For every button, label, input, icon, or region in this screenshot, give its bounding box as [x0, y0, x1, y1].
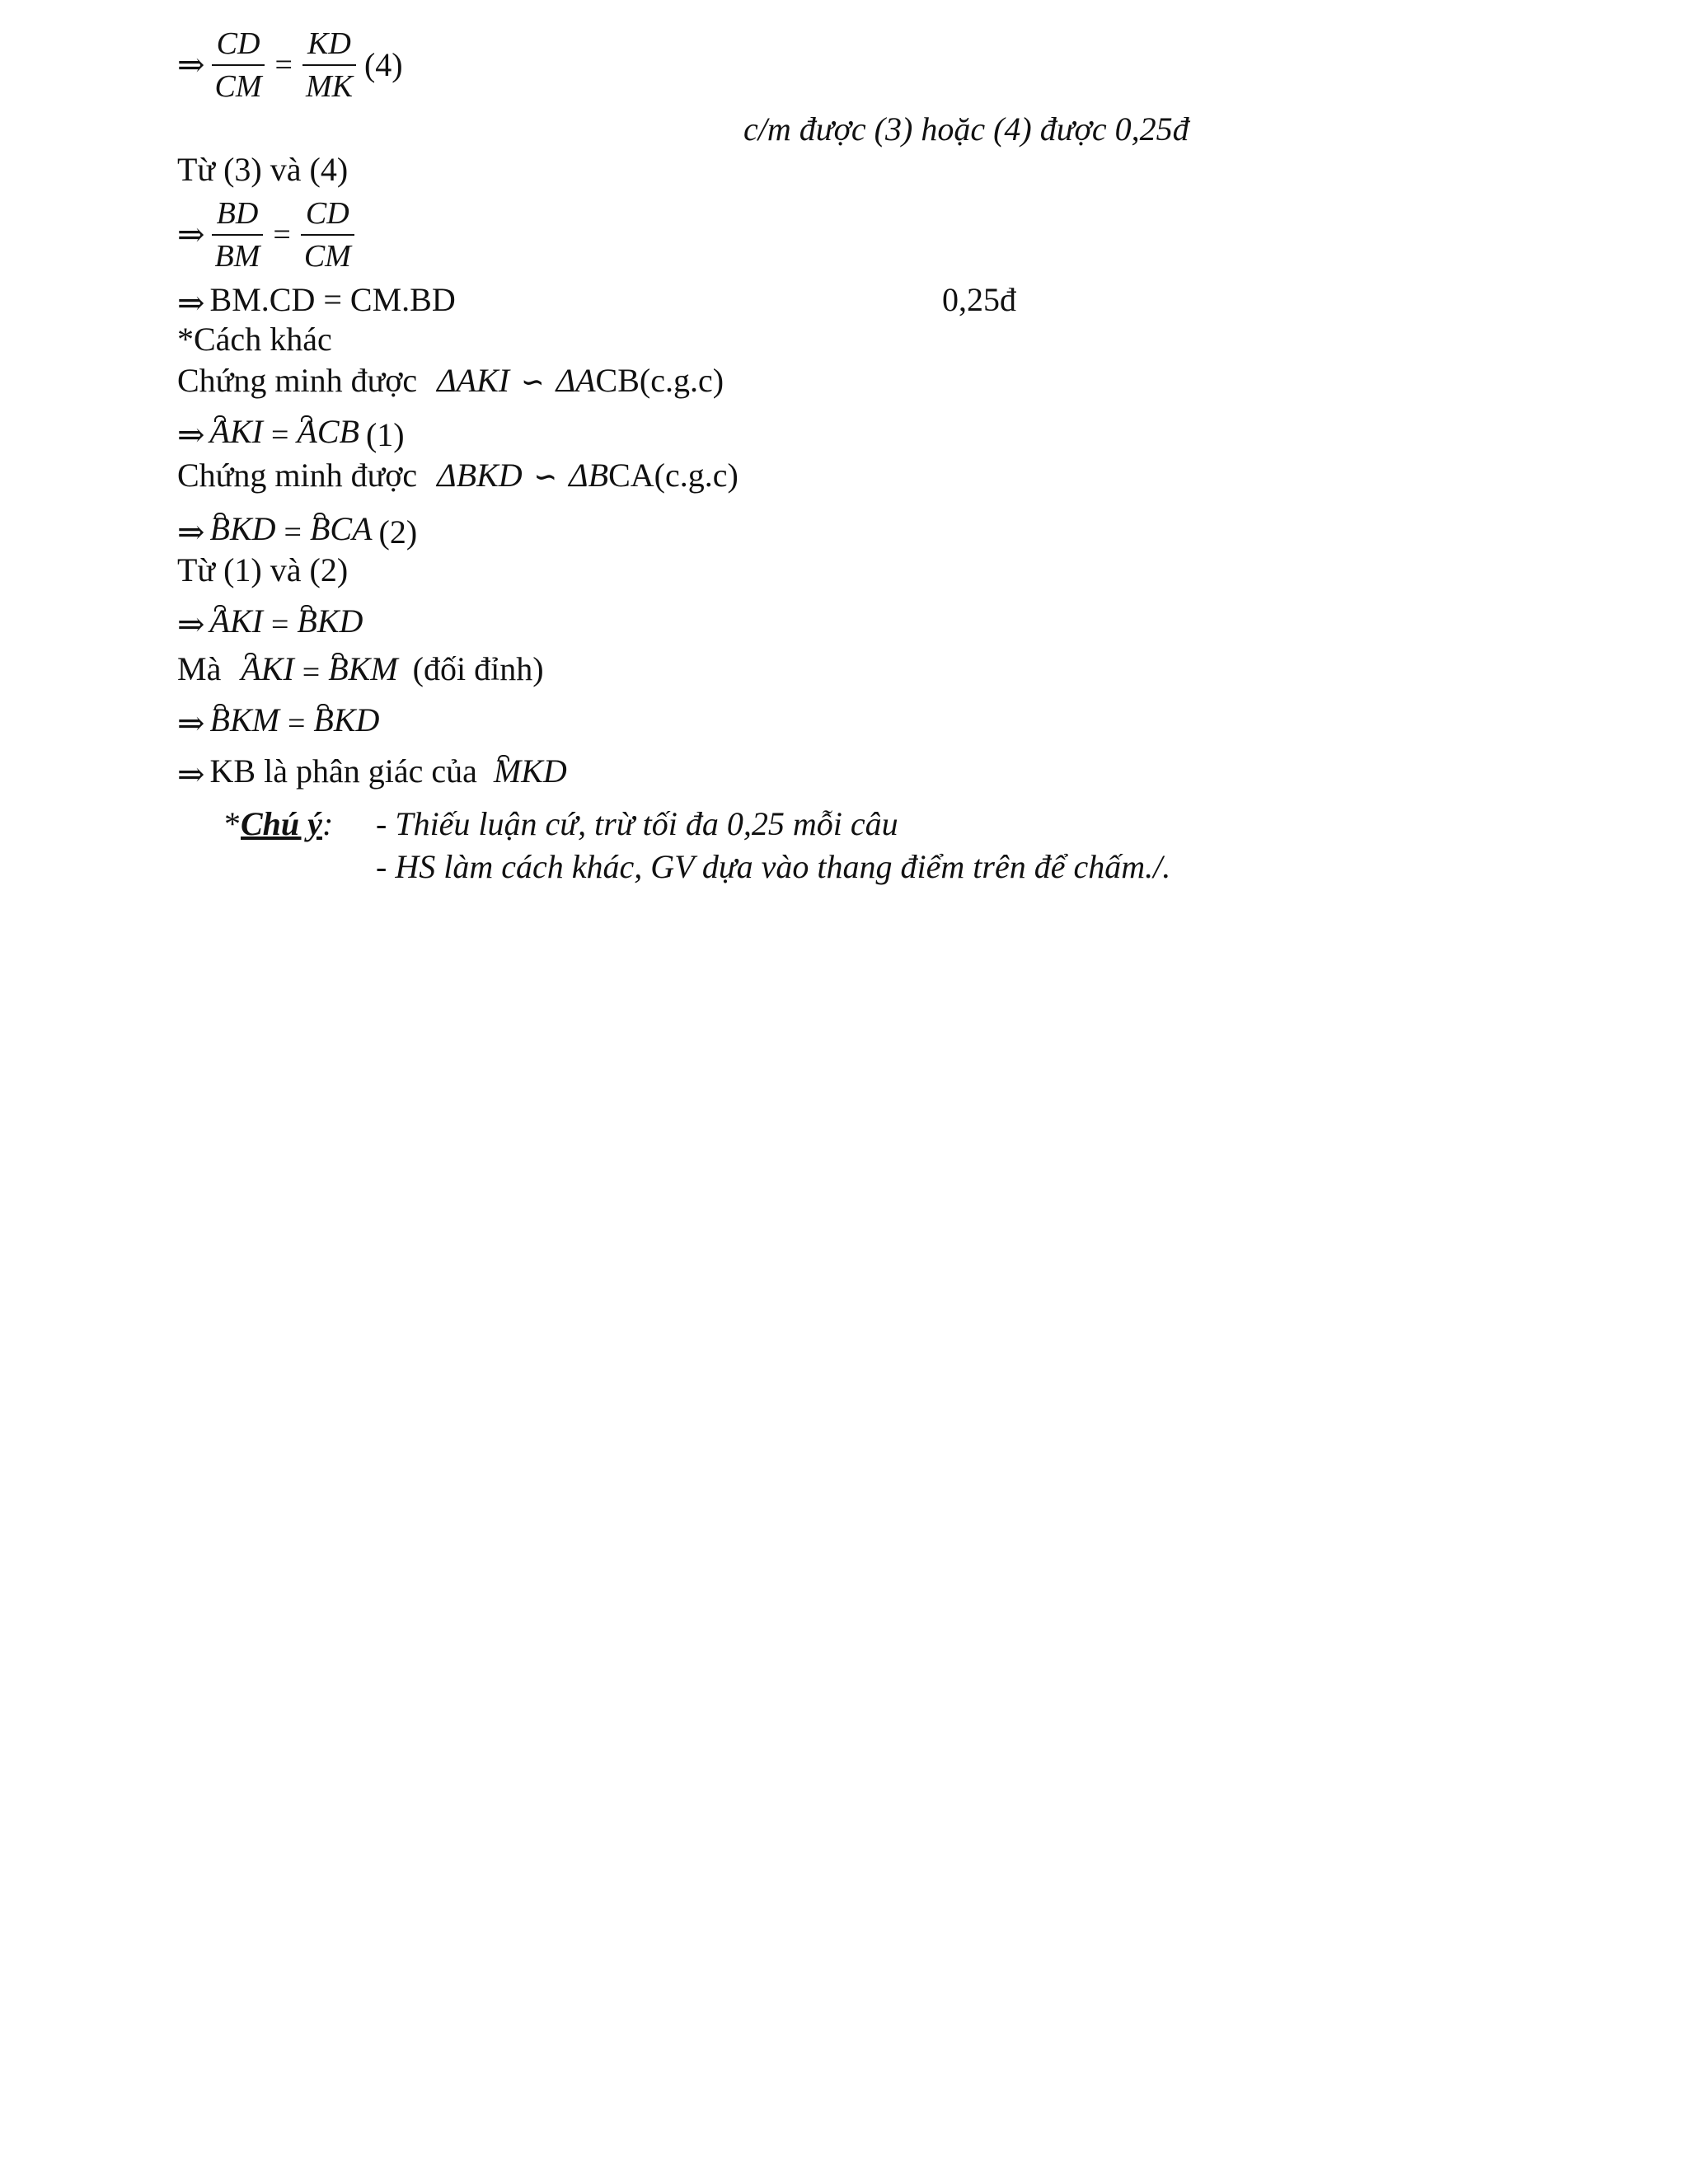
angle-symbol: AKI [209, 413, 263, 450]
fraction-denominator: BM [214, 239, 260, 274]
angle-symbol: AKI [209, 602, 263, 640]
equals-sign: = [273, 218, 291, 252]
angle-equation-3 [177, 602, 363, 644]
note-item-1: - Thiếu luận cứ, trừ tối đa 0,25 mỗi câu [376, 805, 898, 842]
fraction-denominator: CM [214, 69, 262, 104]
angle-equation-2 [177, 509, 417, 552]
text-line: *Cách khác [177, 321, 332, 358]
equation-line-ratio [177, 194, 356, 275]
equation-tag: (4) [363, 46, 403, 83]
equals-sign: = [284, 514, 302, 550]
score-note: c/m được (3) hoặc (4) được 0,25đ [743, 110, 1189, 148]
implies-symbol: ⇒ [177, 513, 205, 551]
angle-symbol: BKD [209, 510, 276, 547]
conclusion-line [177, 752, 567, 794]
score-note: 0,25đ [942, 281, 1016, 318]
text-suffix: (đối đỉnh) [412, 650, 544, 687]
angle-equation-4 [177, 649, 544, 692]
equation-text: BM.CD = CM.BD [209, 281, 456, 318]
fraction [301, 25, 358, 105]
angle-symbol: ACB [297, 413, 359, 450]
triangle-right-a: ΔA [556, 362, 596, 399]
angle-equation-1 [177, 412, 405, 455]
text-prefix: Chứng minh được [177, 457, 418, 494]
fraction-numerator: CD [212, 25, 265, 66]
equals-sign: = [274, 48, 293, 82]
text-line: Từ (1) và (2) [177, 551, 349, 588]
equals-sign: = [270, 607, 289, 642]
similar-symbol: ∽ [533, 462, 558, 493]
implies-symbol: ⇒ [177, 704, 205, 742]
note-label-text: Chú ý [241, 805, 322, 842]
implies-symbol: ⇒ [177, 46, 205, 83]
triangle-left: ΔBKD [437, 457, 523, 494]
note-item-2: - HS làm cách khác, GV dựa vào thang điểm trên để chấm./. [376, 848, 1171, 885]
angle-symbol: BKD [297, 602, 363, 640]
triangle-left: ΔAKI [437, 362, 510, 399]
similarity-line-1 [177, 361, 724, 403]
fraction-denominator: CM [303, 239, 351, 274]
equation-line-product [177, 280, 456, 323]
equation-tag: (1) [365, 415, 405, 453]
angle-symbol: MKD [493, 752, 567, 790]
implies-symbol: ⇒ [177, 605, 205, 643]
similarity-line-2 [177, 456, 738, 498]
angle-symbol: BKD [313, 701, 380, 738]
equation-tag: (2) [378, 513, 418, 551]
implies-symbol: ⇒ [177, 216, 205, 253]
note-label [224, 804, 333, 844]
equation-line-4 [177, 25, 403, 105]
implies-symbol: ⇒ [177, 415, 205, 453]
triangle-right-b: CA(c.g.c) [608, 457, 738, 494]
fraction [299, 194, 356, 275]
fraction-denominator: MK [305, 69, 353, 104]
text-prefix: Mà [177, 650, 222, 687]
fraction-numerator: KD [302, 25, 356, 66]
text-line: Từ (3) và (4) [177, 151, 349, 188]
note-star: * [224, 805, 241, 842]
implies-symbol: ⇒ [177, 755, 205, 793]
fraction [210, 25, 267, 105]
similar-symbol: ∽ [521, 368, 545, 398]
angle-symbol: BCA [309, 510, 373, 547]
text-prefix: Chứng minh được [177, 362, 418, 399]
conclusion-text: KB là phân giác của [209, 752, 477, 790]
triangle-right-a: ΔB [569, 457, 609, 494]
triangle-right-b: CB(c.g.c) [595, 362, 724, 399]
angle-symbol: BKM [328, 650, 398, 687]
implies-symbol: ⇒ [177, 284, 205, 321]
angle-equation-5 [177, 701, 379, 743]
note-colon: : [321, 805, 334, 842]
equals-sign: = [270, 417, 289, 452]
angle-symbol: BKM [209, 701, 279, 738]
fraction [210, 194, 265, 275]
angle-symbol: AKI [241, 650, 294, 687]
equals-sign: = [287, 705, 306, 741]
fraction-numerator: BD [212, 194, 264, 236]
equals-sign: = [302, 654, 321, 690]
fraction-numerator: CD [301, 194, 354, 236]
